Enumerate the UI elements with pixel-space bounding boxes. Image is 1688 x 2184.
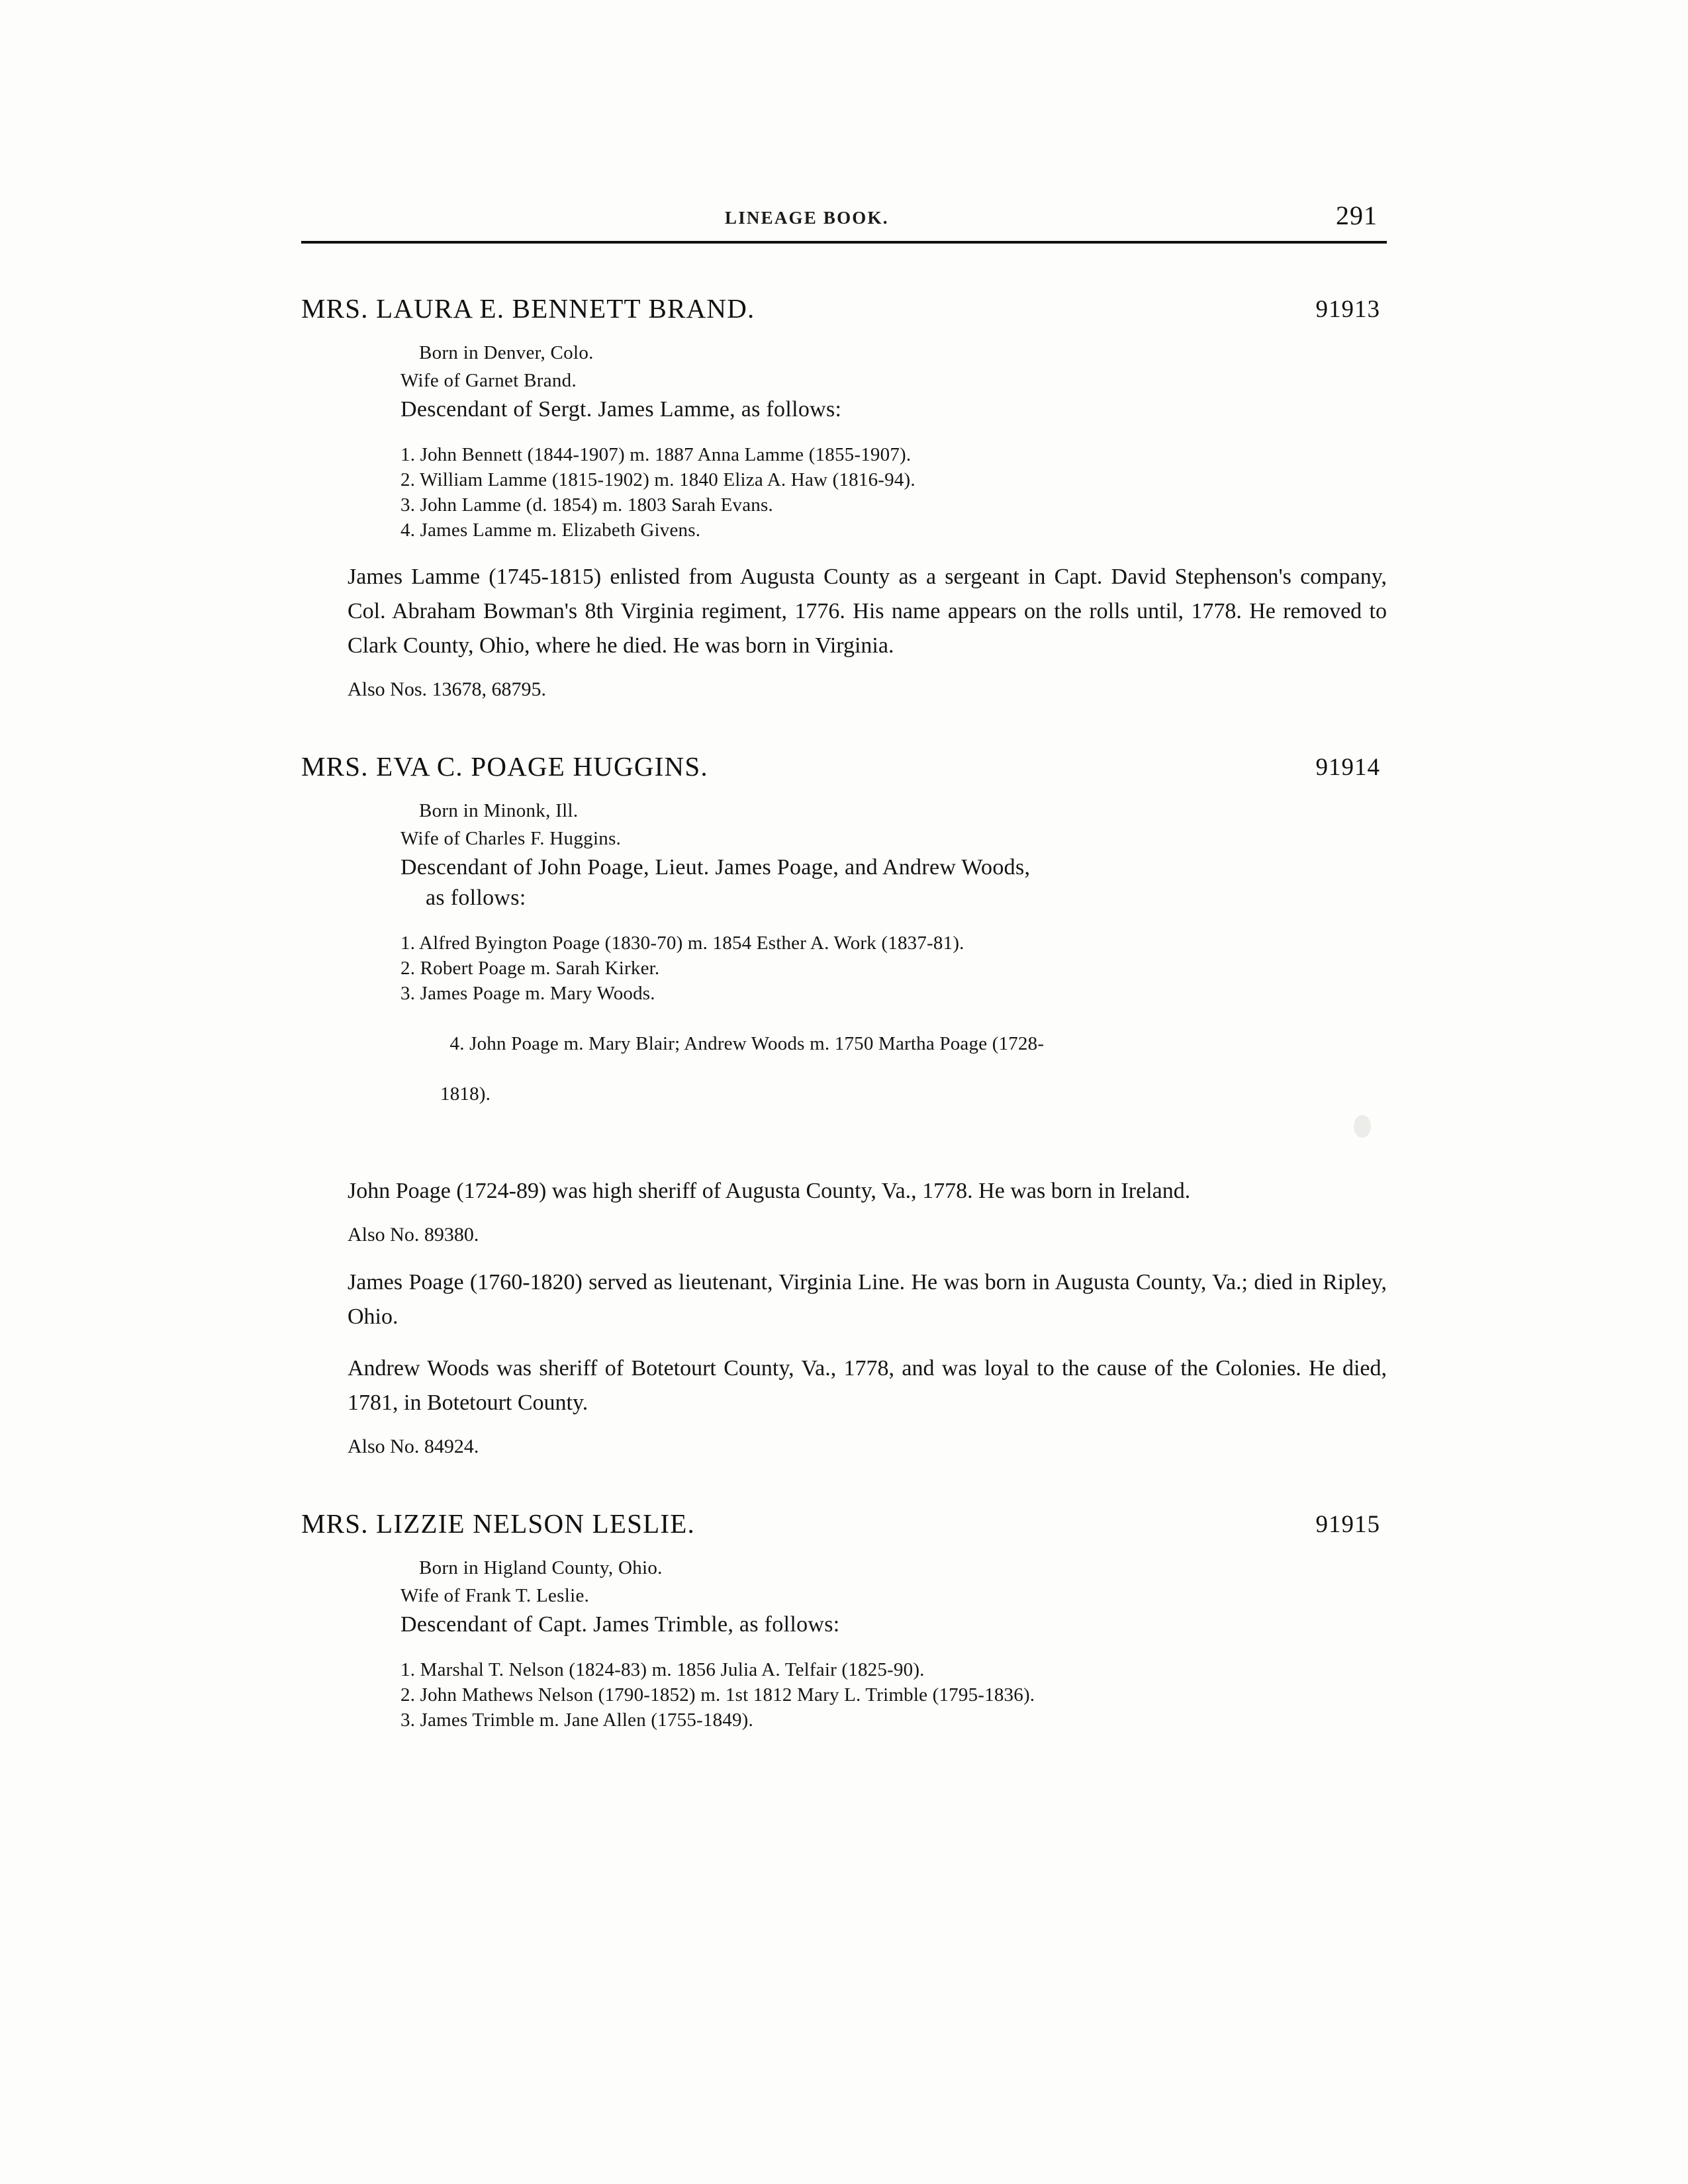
birthplace-line: Born in Denver, Colo. xyxy=(419,342,594,363)
list-item: 1. John Bennett (1844-1907) m. 1887 Anna Lamme (1855-1907). xyxy=(400,444,912,465)
entry-huggins xyxy=(301,751,1387,1460)
entry-title: MRS. EVA C. POAGE HUGGINS. xyxy=(301,751,708,782)
service-paragraph: John Poage (1724-89) was high sheriff of Augusta County, Va., 1778. He was born in Ireland. xyxy=(348,1179,1191,1203)
service-paragraph: Andrew Woods was sheriff of Botetourt County, Va., 1778, and was loyal to the cause of the Colonies. He died, 1781, in Botetourt County. xyxy=(348,1356,1387,1415)
entry-meta xyxy=(400,339,1387,425)
entry-title: MRS. LAURA E. BENNETT BRAND. xyxy=(301,293,755,324)
list-item: 4. James Lamme m. Elizabeth Givens. xyxy=(400,520,701,541)
descendant-text-continued: as follows: xyxy=(426,886,526,910)
entry-header xyxy=(301,293,1387,327)
page-content xyxy=(301,199,1387,1733)
list-item: 2. Robert Poage m. Sarah Kirker. xyxy=(400,958,660,979)
also-reference: Also No. 84924. xyxy=(348,1435,479,1457)
also-reference: Also No. 89380. xyxy=(348,1224,479,1246)
list-item: 1. Marshal T. Nelson (1824-83) m. 1856 Julia A. Telfair (1825-90). xyxy=(400,1659,925,1680)
entry-title: MRS. LIZZIE NELSON LESLIE. xyxy=(301,1508,695,1539)
descendant-text: Descendant of John Poage, Lieut. James Poage, and Andrew Woods, xyxy=(400,855,1031,880)
list-item-text: 4. John Poage m. Mary Blair; Andrew Woods m. 1750 Martha Poage (1728- xyxy=(449,1033,1045,1054)
entry-number: 91914 xyxy=(1315,754,1380,781)
running-head xyxy=(301,199,1387,245)
descendant-line: Descendant of Sergt. James Lamme, as follows: xyxy=(400,397,842,422)
spouse-line: Wife of Charles F. Huggins. xyxy=(400,828,622,849)
list-item-text-continued: 1818). xyxy=(440,1083,491,1105)
running-head-title: LINEAGE BOOK. xyxy=(725,208,889,228)
entry-brand xyxy=(301,293,1387,703)
list-item: 2. William Lamme (1815-1902) m. 1840 Eliza A. Haw (1816-94). xyxy=(400,469,915,490)
paper-smudge xyxy=(1354,1115,1371,1138)
birthplace-line: Born in Higland County, Ohio. xyxy=(419,1557,663,1578)
list-item: 3. James Trimble m. Jane Allen (1755-1849). xyxy=(400,1709,753,1731)
entry-meta xyxy=(400,1554,1387,1640)
service-paragraph: James Lamme (1745-1815) enlisted from Augusta County as a sergeant in Capt. David Stephenson's company, Col. Abraham Bowman's 8th Virginia regiment, 1776. His name appears on the rolls until, 1778. He removed to Clark County, Ohio, where he died. He was born in Virginia. xyxy=(348,565,1387,658)
descendant-line xyxy=(400,852,1387,913)
entry-number: 91915 xyxy=(1315,1511,1380,1538)
spouse-line: Wife of Frank T. Leslie. xyxy=(400,1585,590,1606)
page-number: 291 xyxy=(1336,201,1378,230)
service-paragraph: James Poage (1760-1820) served as lieutenant, Virginia Line. He was born in Augusta County, Va.; died in Ripley, Ohio. xyxy=(348,1270,1387,1329)
list-item: 3. John Lamme (d. 1854) m. 1803 Sarah Evans. xyxy=(400,494,773,516)
list-item xyxy=(400,1006,1387,1157)
list-item: 3. James Poage m. Mary Woods. xyxy=(400,983,655,1004)
list-item: 2. John Mathews Nelson (1790-1852) m. 1st 1812 Mary L. Trimble (1795-1836). xyxy=(400,1684,1035,1706)
lineage-list xyxy=(400,442,1387,543)
entry-meta xyxy=(400,797,1387,913)
birthplace-line: Born in Minonk, Ill. xyxy=(419,800,579,821)
also-reference: Also Nos. 13678, 68795. xyxy=(348,678,547,700)
lineage-list xyxy=(400,1657,1387,1733)
entry-header xyxy=(301,1508,1387,1542)
entry-header xyxy=(301,751,1387,785)
list-item: 1. Alfred Byington Poage (1830-70) m. 1854 Esther A. Work (1837-81). xyxy=(400,933,964,954)
lineage-list xyxy=(400,931,1387,1157)
descendant-line: Descendant of Capt. James Trimble, as follows: xyxy=(400,1612,840,1637)
header-rule xyxy=(301,241,1387,244)
entry-number: 91913 xyxy=(1315,296,1380,323)
spouse-line: Wife of Garnet Brand. xyxy=(400,370,577,391)
entry-leslie xyxy=(301,1508,1387,1733)
